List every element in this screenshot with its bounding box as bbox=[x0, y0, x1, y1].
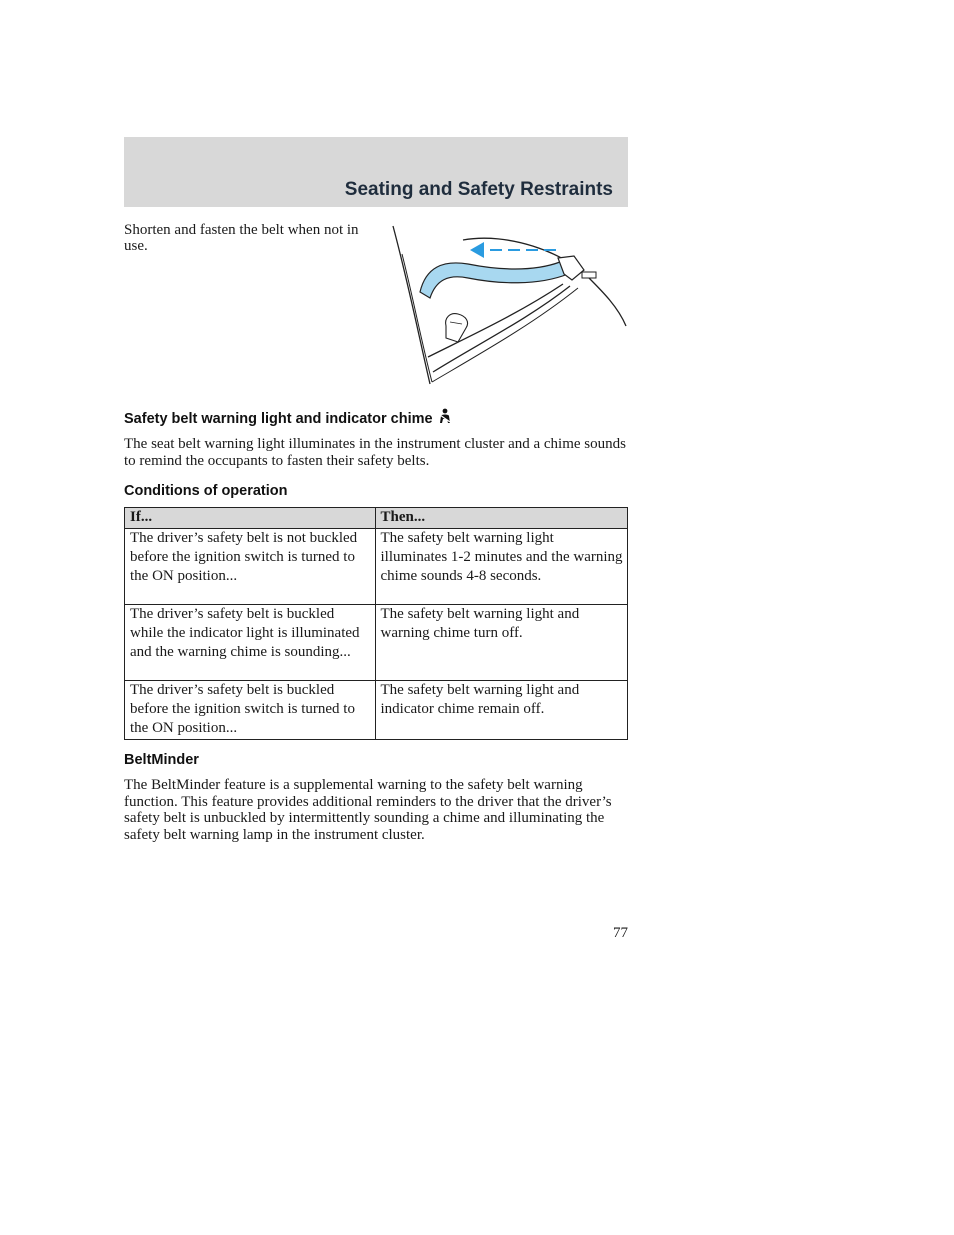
table-cell-then: The safety belt warning light and warning chime turn off. bbox=[375, 605, 628, 681]
column-header-then: Then... bbox=[375, 508, 628, 529]
page-title: Seating and Safety Restraints bbox=[344, 179, 613, 200]
table-cell-if: The driver’s safety belt is buckled while the indicator light is illuminated and the warning chime is sounding... bbox=[125, 605, 376, 681]
warning-section-body: The seat belt warning light illuminates in the instrument cluster and a chime sounds to remind the occupants to fasten their safety belts. bbox=[124, 436, 626, 469]
page-number: 77 bbox=[613, 925, 628, 941]
table-row bbox=[125, 605, 628, 681]
conditions-table bbox=[124, 507, 628, 740]
seatbelt-warning-icon bbox=[437, 408, 453, 426]
table-cell-if: The driver’s safety belt is buckled before the ignition switch is turned to the ON position... bbox=[125, 681, 376, 740]
table-row bbox=[125, 529, 628, 605]
beltminder-heading: BeltMinder bbox=[124, 752, 199, 768]
table-cell-then: The safety belt warning light illuminates 1-2 minutes and the warning chime sounds 4-8 seconds. bbox=[375, 529, 628, 605]
section-header-band bbox=[124, 137, 628, 207]
table-header-row bbox=[125, 508, 628, 529]
table-row bbox=[125, 681, 628, 740]
belt-band-shape bbox=[420, 262, 568, 298]
beltminder-body: The BeltMinder feature is a supplemental warning to the safety belt warning function. This feature provides additional reminders to the driver that the driver’s safety belt is unbuckled by intermittently sounding a chime and illuminating the safety belt warning lamp in the instrument cluster. bbox=[124, 777, 612, 843]
direction-arrow-head bbox=[470, 242, 484, 258]
column-header-if: If... bbox=[125, 508, 376, 529]
conditions-heading: Conditions of operation bbox=[124, 483, 288, 499]
safety-belt-stowing-illustration bbox=[388, 222, 630, 388]
warning-section-heading: Safety belt warning light and indicator chime bbox=[124, 408, 453, 427]
intro-text: Shorten and fasten the belt when not in use. bbox=[124, 222, 359, 254]
table-cell-if: The driver’s safety belt is not buckled before the ignition switch is turned to the ON position... bbox=[125, 529, 376, 605]
table-cell-then: The safety belt warning light and indicator chime remain off. bbox=[375, 681, 628, 740]
